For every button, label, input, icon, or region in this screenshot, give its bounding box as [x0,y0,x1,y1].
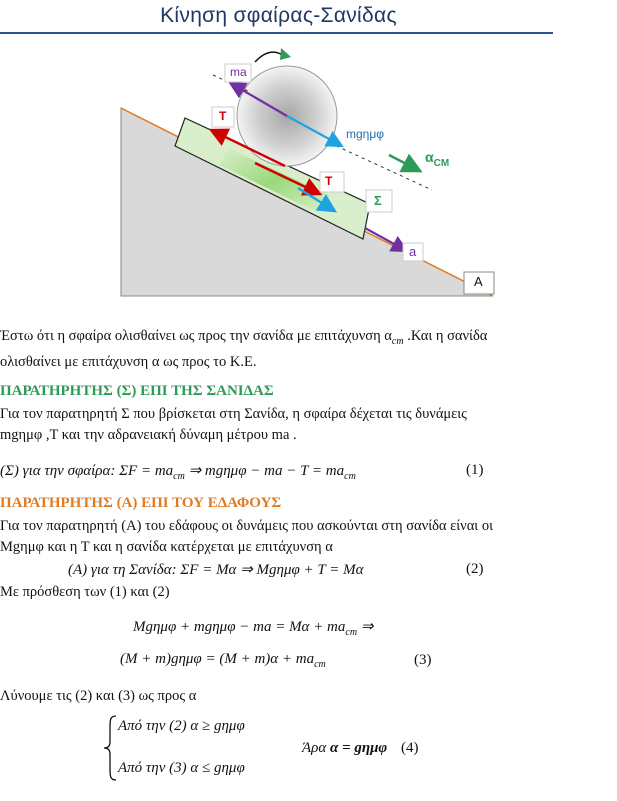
solve-line: Λύνουμε τις (2) και (3) ως προς α [0,688,197,704]
label-observer-a: A [474,274,483,289]
case-2: Από την (3) α ≤ gημφ [118,760,245,776]
page-title: Κίνηση σφαίρας-Σανίδας [160,4,397,27]
equation-3b: $(M + m)g\eta\mu\varphi = (M + m)\alpha + ma_{cm}$ [120,651,326,670]
addition-line: Με πρόσθεση των (1) και (2) [0,584,170,600]
label-t-lower: T [325,174,333,188]
equation-2-number: (2) [466,561,484,577]
equation-1: (Σ) για την σφαίρα: $\Sigma F = ma_{cm}$ ⇒ mgημφ − ma − $T = ma_{cm}$ [0,463,356,482]
equation-3a: Mgημφ + mgημφ − ma = $M\alpha + ma_{cm}$ ⇒ [133,619,374,638]
guide-line-bottom [330,143,432,190]
label-acm: $\alpha_{CM}$ [425,149,450,169]
result: Άρα α = gημφ (4) [302,740,419,756]
observer-s-paragraph: Για τον παρατηρητή Σ που βρίσκεται στη Σανίδα, η σφαίρα δέχεται τις δυνάμεις mgημφ ,Τ και την αδρανειακή δύναμη μέτρου ma . [0,406,467,443]
rotation-arrow [255,52,284,62]
label-ma: ma [230,65,247,79]
incline-diagram [0,40,560,300]
equation-3-number: (3) [414,652,432,668]
acm-arrow [389,155,418,170]
title-underline [0,32,553,34]
observer-a-paragraph: Για τον παρατηρητή (Α) του εδάφους οι δυνάμεις που ασκούνται στη σανίδα είναι οι Μgημφ και η Τ και η σανίδα κατέρχεται με επιτάχυνση α [0,518,493,555]
equation-1-number: (1) [466,462,484,478]
heading-observer-a: ΠΑΡΑΤΗΡΗΤΗΣ (Α) ΕΠΙ ΤΟΥ ΕΔΑΦΟΥΣ [0,495,282,511]
label-t-upper: T [219,109,227,123]
label-sigma: Σ [374,193,382,208]
label-mgimf: mgημφ [346,127,385,141]
equation-2: (A) για τη Σανίδα: ΣF = Mα ⇒ Mgημφ + T = Mα [68,562,364,578]
case-1: Από την (2) α ≥ gημφ [118,718,245,734]
intro-paragraph: Έστω ότι η σφαίρα ολισθαίνει ως προς την σανίδα με επιτάχυνση $\alpha_{cm}$ .Και η σανίδα ολισθαίνει με επιτάχυνση α ως προς το Κ.Ε. [0,328,488,370]
label-a: a [409,244,417,259]
heading-observer-s: ΠΑΡΑΤΗΡΗΤΗΣ (Σ) ΕΠΙ ΤΗΣ ΣΑΝΙΔΑΣ [0,383,274,399]
